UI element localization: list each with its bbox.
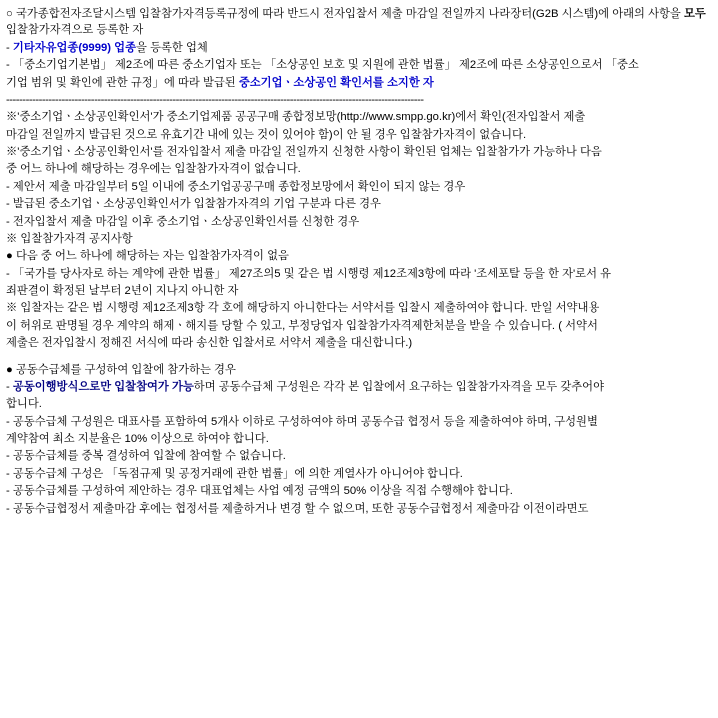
document-line bbox=[6, 431, 712, 447]
text-run: 계약참여 최소 지분율은 10% 이상으로 하여야 합니다. bbox=[6, 433, 269, 445]
text-run: 제출은 전자입찰시 정해진 서식에 따라 송신한 입찰서로 서약서 제출을 대신합니다.) bbox=[6, 337, 413, 350]
document-line bbox=[6, 57, 712, 73]
document-line bbox=[6, 248, 712, 264]
document-line bbox=[6, 40, 712, 56]
text-run: ● 공동수급체를 구성하여 입찰에 참가하는 경우 bbox=[6, 363, 236, 376]
document-line bbox=[6, 161, 712, 177]
text-run: 이 허위로 판명될 경우 계약의 해제ㆍ해지를 당할 수 있고, 부정당업자 입찰참가자격제한처분을 받을 수 있습니다. ( 서약서 bbox=[6, 319, 598, 332]
document-line bbox=[6, 75, 712, 91]
text-run: - 공동수급체 구성원은 대표사를 포함하여 5개사 이하로 구성하여야 하며 공동수급 협정서 등을 제출하여야 하며, 구성원별 bbox=[6, 415, 598, 428]
text-run: 기업 범위 및 확인에 관한 규정」에 따라 발급된 bbox=[6, 76, 239, 89]
text-run: 입찰참가자격으로 등록한 자 bbox=[6, 24, 144, 37]
document-line bbox=[6, 283, 712, 299]
emphasis-text-run: 공동이행방식으로만 입찰참여가 가능 bbox=[12, 380, 194, 393]
document-line bbox=[6, 6, 712, 39]
text-run: - bbox=[6, 380, 13, 393]
text-run: ※ 입찰자는 같은 법 시행령 제12조제3항 각 호에 해당하지 아니한다는 서약서를 입찰시 제출하여야 합니다. 만일 서약내용 bbox=[6, 302, 600, 315]
text-run: 하며 공동수급체 구성원은 각각 본 입찰에서 요구하는 입찰참가자격을 모두 갖추어야 bbox=[193, 380, 604, 393]
document-line bbox=[6, 127, 712, 143]
paragraph-spacer bbox=[6, 353, 712, 362]
text-run: ※ 입찰참가자격 공지사항 bbox=[6, 232, 133, 245]
document-line bbox=[6, 179, 712, 195]
emphasis-text-run: 기타자유업종(9999) 업종 bbox=[12, 41, 137, 54]
document-line bbox=[6, 466, 712, 482]
emphasis-text-run: 모두 bbox=[683, 8, 706, 20]
text-run: - 「국가를 당사자로 하는 계약에 관한 법률」 제27조의5 및 같은 법 시행령 제12조제3항에 따라 '조세포탈 등을 한 자'로서 유 bbox=[6, 267, 612, 280]
text-run: - bbox=[6, 41, 13, 54]
document-line bbox=[6, 483, 712, 499]
document-line bbox=[6, 196, 712, 212]
text-run: 을 등록한 업체 bbox=[136, 41, 208, 54]
text-run: - 발급된 중소기업ㆍ소상공인확인서가 입찰참가자격의 기업 구분과 다른 경우 bbox=[6, 198, 381, 211]
text-run: ※'중소기업ㆍ소상공인확인서'를 전자입찰서 제출 마감일 전일까지 신청한 사항이 확인된 업체는 입찰참가가 가능하나 다음 bbox=[6, 146, 602, 158]
text-run: 중 어느 하나에 해당하는 경우에는 입찰참가자격이 없습니다. bbox=[6, 163, 301, 176]
document-line bbox=[6, 396, 712, 412]
document-line bbox=[6, 231, 712, 247]
document-line bbox=[6, 300, 712, 316]
document-line bbox=[6, 335, 712, 351]
document-line bbox=[6, 501, 712, 517]
document-line bbox=[6, 109, 712, 125]
text-run: - 공동수급체를 중복 결성하여 입찰에 참여할 수 없습니다. bbox=[6, 450, 286, 463]
document-line bbox=[6, 266, 712, 282]
text-run: 죄판결이 확정된 날부터 2년이 지나지 아니한 자 bbox=[6, 285, 239, 297]
document-line bbox=[6, 144, 712, 160]
text-run: - 공동수급체 구성은 「독점규제 및 공정거래에 관한 법률」에 의한 계열사가 아니어야 합니다. bbox=[6, 467, 463, 480]
section-divider: -------------------------------------------------------------------------------------------------------------------------------- bbox=[6, 93, 424, 106]
document-line bbox=[6, 362, 712, 378]
text-run: ※'중소기업ㆍ소상공인확인서'가 중소기업제품 공공구매 종합정보망(http://www.smpp.go.kr)에서 확인(전자입찰서 제출 bbox=[6, 111, 586, 124]
document-line bbox=[6, 214, 712, 230]
document-line bbox=[6, 379, 712, 395]
document-line bbox=[6, 414, 712, 430]
text-run: - 공동수급체를 구성하여 제안하는 경우 대표업체는 사업 예정 금액의 50% 이상을 직접 수행해야 합니다. bbox=[6, 485, 513, 498]
document-line bbox=[6, 448, 712, 464]
document-line bbox=[6, 318, 712, 334]
text-run: - 「중소기업기본법」 제2조에 따른 중소기업자 또는 「소상공인 보호 및 지원에 관한 법률」 제2조에 따른 소상공인으로서 「중소 bbox=[6, 59, 639, 72]
text-run: ○ 국가종합전자조달시스템 입찰참가자격등록규정에 따라 반드시 전자입찰서 제출 마감일 전일까지 나라장터(G2B 시스템)에 아래의 사항을 bbox=[6, 8, 684, 20]
text-run: - 전자입찰서 제출 마감일 이후 중소기업ㆍ소상공인확인서를 신청한 경우 bbox=[6, 215, 360, 228]
text-run: 합니다. bbox=[6, 398, 42, 411]
text-run: 마감일 전일까지 발급된 것으로 유효기간 내에 있는 것이 있어야 함)이 안 될 경우 입찰참가자격이 없습니다. bbox=[6, 128, 527, 141]
text-run: - 제안서 제출 마감일부터 5일 이내에 중소기업공공구매 종합정보망에서 확인이 되지 않는 경우 bbox=[6, 180, 466, 193]
emphasis-text-run: 중소기업ㆍ소상공인 확인서를 소지한 자 bbox=[238, 76, 434, 89]
text-run: - 공동수급협정서 제출마감 후에는 협정서를 제출하거나 변경 할 수 없으며, 또한 공동수급협정서 제출마감 이전이라면도 bbox=[6, 502, 589, 515]
text-run: ● 다음 중 어느 하나에 해당하는 자는 입찰참가자격이 없음 bbox=[6, 250, 289, 263]
